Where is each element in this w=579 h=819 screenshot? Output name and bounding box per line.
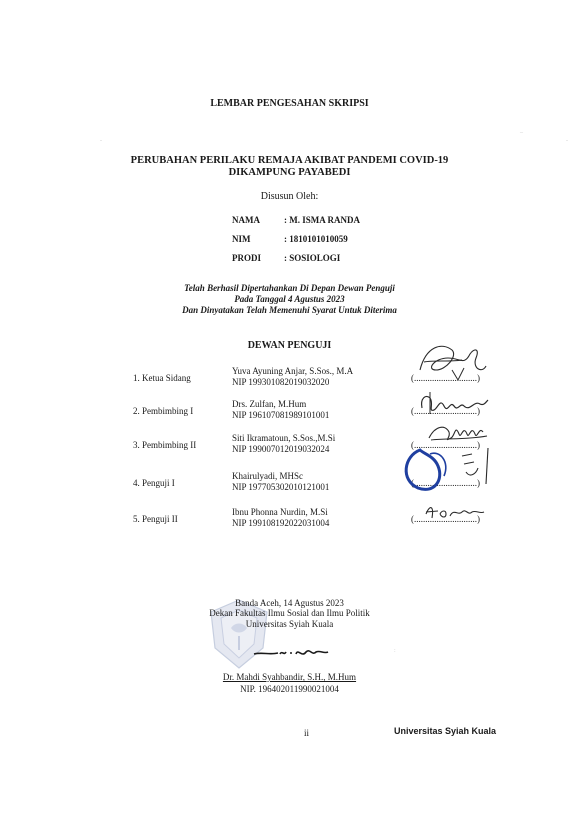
examiner-row: [0, 507, 579, 537]
examiners-heading: DEWAN PENGUJI: [247, 340, 332, 351]
scan-mark: :: [394, 648, 396, 654]
dean-signature-image: [250, 642, 332, 664]
scan-mark: -: [566, 138, 568, 144]
signature-image: [400, 440, 500, 498]
student-nim-row: [232, 234, 348, 244]
page-number: ii: [304, 728, 310, 738]
student-program-key: PRODI: [232, 253, 261, 263]
student-nim-value: : 1810101010059: [284, 234, 348, 244]
student-name-row: [232, 215, 360, 225]
examiner-nip: NIP 197705302010121001: [232, 482, 330, 492]
student-name-key: NAMA: [232, 215, 260, 225]
examiner-nip: NIP 199301082019032020: [232, 377, 330, 387]
student-name-value: : M. ISMA RANDA: [284, 215, 360, 225]
examiner-role: 3. Pembimbing II: [133, 440, 197, 450]
examiner-name: Siti Ikramatoun, S.Sos.,M.Si: [232, 433, 336, 443]
student-program-row: [232, 253, 340, 263]
signature-line: (............................): [411, 440, 480, 450]
page-title: LEMBAR PENGESAHAN SKRIPSI: [210, 98, 369, 109]
place-date: Banda Aceh, 14 Agustus 2023: [235, 598, 344, 608]
examiner-nip: NIP 199108192022031004: [232, 518, 330, 528]
university-name: Universitas Syiah Kuala: [245, 619, 334, 629]
prepared-by-label: Disusun Oleh:: [260, 191, 319, 202]
signature-image: [412, 388, 494, 418]
examiner-name: Khairulyadi, MHSc: [232, 471, 303, 481]
student-nim-key: NIM: [232, 234, 251, 244]
footer-university: Universitas Syiah Kuala: [394, 726, 497, 736]
signature-line: (............................): [411, 478, 480, 488]
dean-name-text: Dr. Mahdi Syahbandir, S.H., M.Hum: [222, 672, 357, 682]
statement-line-3: Dan Dinyatakan Telah Memenuhi Syarat Untuk Diterima: [182, 305, 397, 315]
thesis-title-line-1: PERUBAHAN PERILAKU REMAJA AKIBAT PANDEMI COVID-19: [130, 155, 449, 166]
statement-line-1: Telah Berhasil Dipertahankan Di Depan Dewan Penguji: [184, 283, 395, 293]
examiner-nip: NIP 196107081989101001: [232, 410, 330, 420]
dean-nip: NIP. 196402011990021004: [240, 684, 339, 694]
scan-mark: _: [520, 128, 523, 134]
student-program-value: : SOSIOLOGI: [284, 253, 341, 263]
scan-mark: -: [100, 138, 102, 144]
dean-title: Dekan Fakultas Ilmu Sosial dan Ilmu Politik: [209, 608, 370, 618]
examiner-role: 2. Pembimbing I: [133, 406, 194, 416]
signature-image: [412, 340, 494, 386]
examiner-role: 1. Ketua Sidang: [133, 373, 191, 383]
signature-line: (............................): [411, 406, 480, 416]
examiner-name: Drs. Zulfan, M.Hum: [232, 399, 307, 409]
statement-line-2: Pada Tanggal 4 Agustus 2023: [234, 294, 345, 304]
examiner-name: Yuva Ayuning Anjar, S.Sos., M.A: [232, 366, 354, 376]
signature-line: (............................): [411, 373, 480, 383]
examiner-nip: NIP 199007012019032024: [232, 444, 330, 454]
signature-image: [420, 502, 490, 524]
examiner-role: 4. Penguji I: [133, 478, 175, 488]
examiner-name: Ibnu Phonna Nurdin, M.Si: [232, 507, 328, 517]
dean-name: [0, 672, 579, 682]
signature-line: (............................): [411, 514, 480, 524]
examiner-role: 5. Penguji II: [133, 514, 178, 524]
thesis-title-line-2: DIKAMPUNG PAYABEDI: [228, 167, 351, 178]
